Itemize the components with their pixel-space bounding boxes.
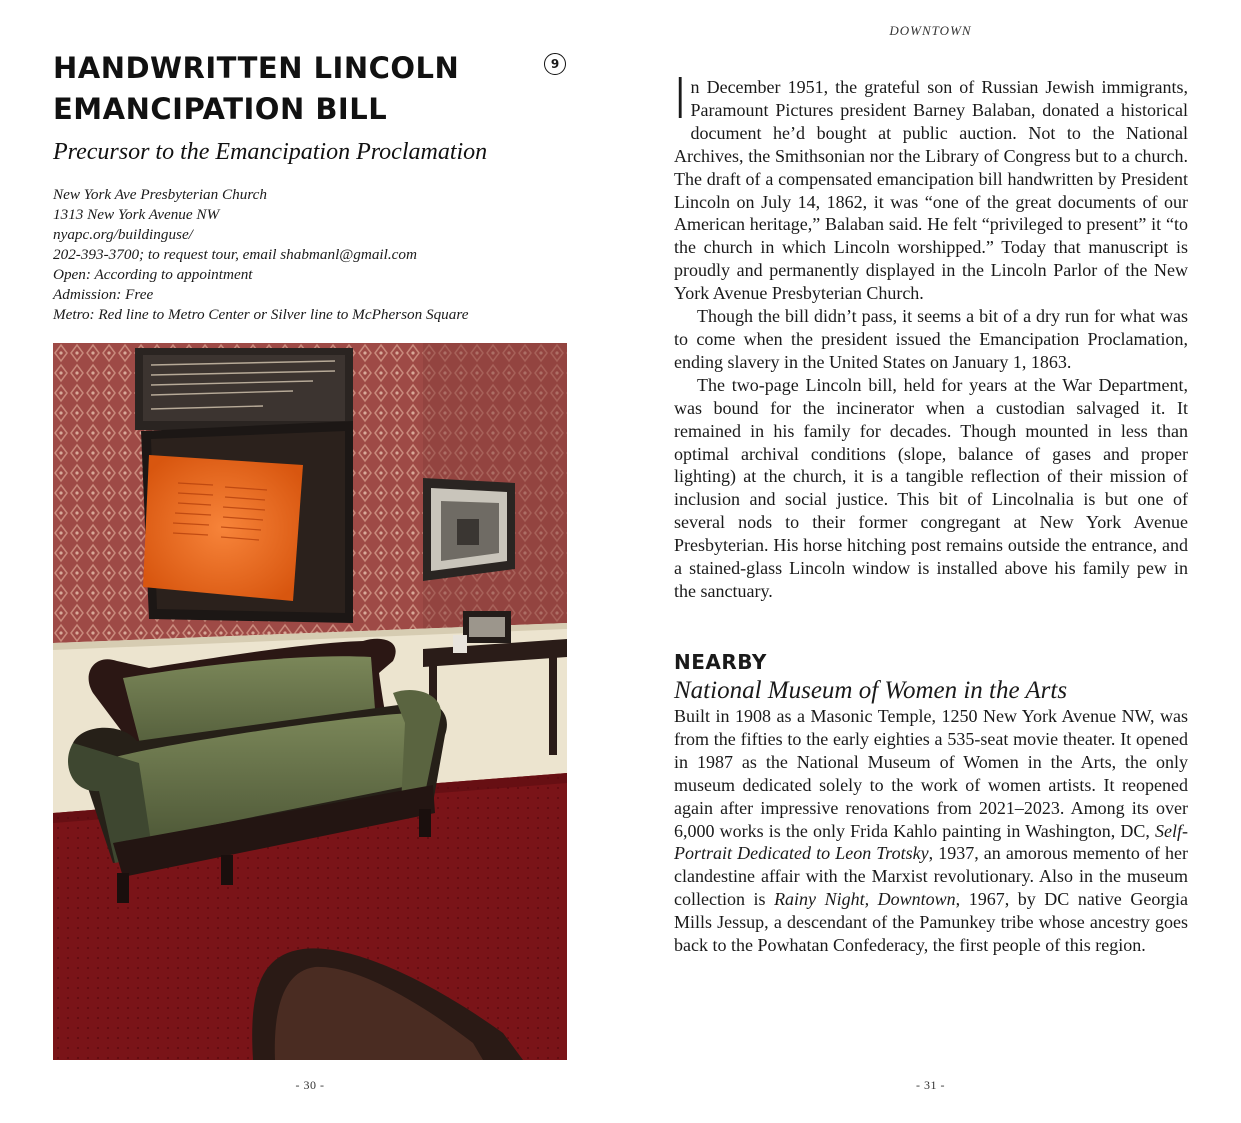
info-hours: Open: According to appointment — [53, 266, 253, 283]
nearby-paragraph — [674, 705, 1188, 957]
nearby-text-b: , 1937, an amorous memento of her clandestine affair with the Marxist revolutionary. Also in the museum collection is — [674, 843, 1189, 910]
paragraph-1 — [672, 67, 1188, 305]
info-admission: Admission: Free — [53, 286, 154, 303]
nearby-title: National Museum of Women in the Arts — [674, 677, 1068, 704]
left-page — [0, 0, 620, 1123]
right-page — [620, 0, 1241, 1123]
title-line-1: HANDWRITTEN LINCOLN — [53, 51, 460, 85]
entry-title — [53, 48, 533, 130]
page-number-right: - 31 - — [916, 1078, 945, 1092]
site-number-badge: 9 — [544, 53, 566, 75]
paragraph-3: The two-page Lincoln bill, held for years at the War Department, was bound for the incinerator when a custodian salvaged it. It remained in his family for decades. Though mounted in less than optimal archival conditions (slope, balance of gases and proper lighting) at the church, it is a tangible reflection of their mission of inclusion and social justice. This bit of Lincolnalia is but one of several nods to their former congregant at New York Avenue Presbyterian. His horse hitching post remains outside the entrance, and a stained-glass Lincoln window is installed above his family pew in the sanctuary. — [674, 374, 1188, 601]
paragraph-1-text: n December 1951, the grateful son of Russian Jewish immigrants, Paramount Pictures president Barney Balaban, donated a historical document he’d bought at public auction. Not to the National Archives, the Smithsonian nor the Library of Congress but to a church. The draft of a compensated emancipation bill handwritten by President Lincoln on July 14, 1862, it was “one of the great documents of our American heritage,” Balaban said. He felt “privileged to present” it “to the church in which Lincoln worshipped.” Today that manuscript is proudly and permanently displayed in the Lincoln Parlor of the New York Avenue Presbyterian Church. — [674, 77, 1188, 304]
nearby-text-c: , 1967, by DC native Georgia Mills Jessup, a descendant of the Pamunkey tribe whose ancestry goes back to the Powhatan Confederacy, the first people of this region. — [674, 889, 1188, 956]
nearby-text-a: Built in 1908 as a Masonic Temple, 1250 New York Avenue NW, was from the fifties to the early eighties a 535-seat movie theater. It opened in 1987 as the National Museum of Women in the Arts, the only museum dedicated solely to the work of women artists. It reopened again after impressive renovations from 2021–2023. Among its over 6,000 works is the only Frida Kahlo painting in Washington, DC, — [674, 706, 1188, 841]
info-metro: Metro: Red line to Metro Center or Silver line to McPherson Square — [53, 306, 469, 323]
nearby-text — [674, 705, 1188, 957]
lincoln-parlor-photo — [53, 343, 567, 1060]
nearby-artwork-1: Self-Portrait Dedicated to Leon Trotsky — [674, 820, 1188, 864]
nearby-heading: NEARBY — [674, 650, 767, 674]
visitor-info — [53, 185, 468, 325]
info-venue: New York Ave Presbyterian Church — [53, 186, 268, 203]
info-website: nyapc.org/buildinguse/ — [53, 226, 193, 243]
page-number-left: - 30 - — [295, 1078, 325, 1092]
entry-subtitle: Precursor to the Emancipation Proclamation — [53, 139, 488, 165]
main-text — [672, 67, 1188, 603]
drop-cap: I — [672, 67, 689, 132]
info-phone: 202-393-3700; to request tour, email shabmanl@gmail.com — [53, 246, 417, 263]
title-line-2: EMANCIPATION BILL — [53, 92, 388, 126]
info-address: 1313 New York Avenue NW — [53, 206, 220, 223]
nearby-artwork-2: Rainy Night, Downtown — [774, 889, 956, 910]
running-head: DOWNTOWN — [889, 23, 972, 38]
paragraph-2: Though the bill didn’t pass, it seems a bit of a dry run for what was to come when the president issued the Emancipation Proclamation, ending slavery in the United States on January 1, 1863. — [674, 306, 1188, 372]
